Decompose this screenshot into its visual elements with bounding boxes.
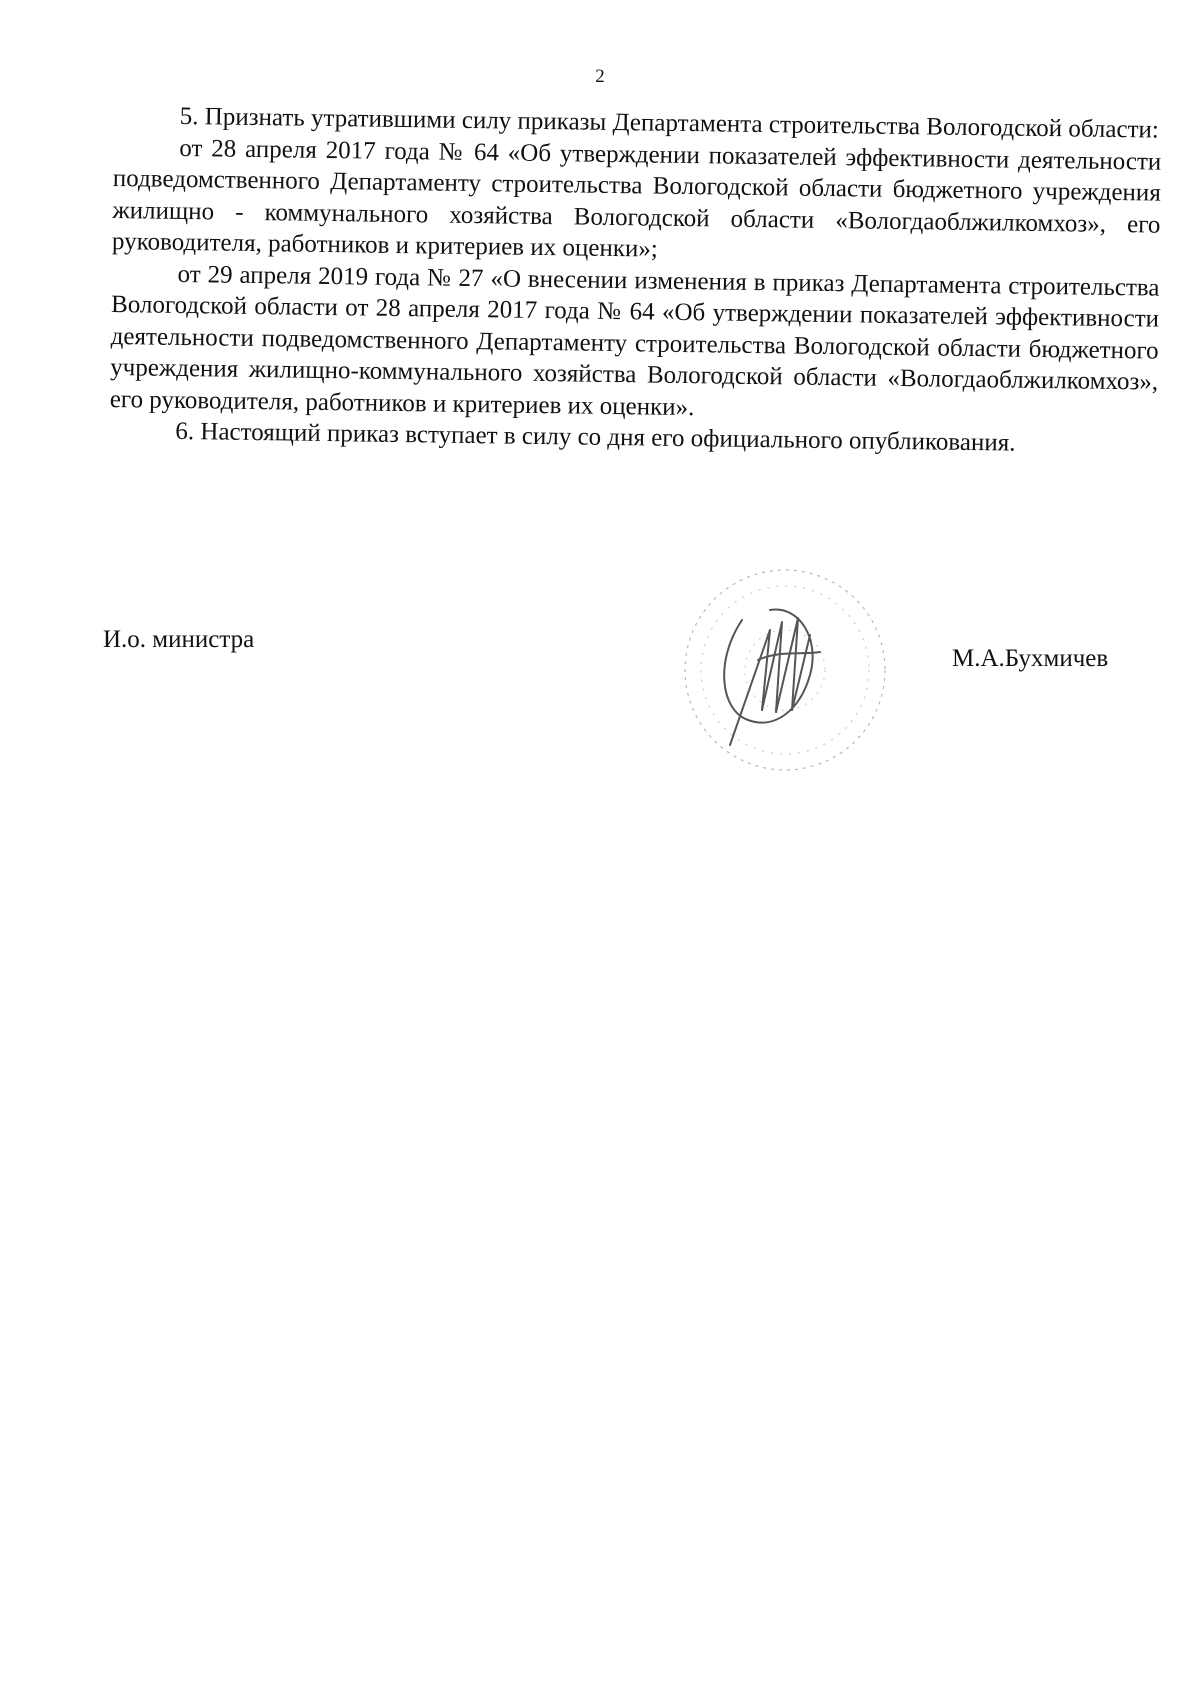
signatory-position: И.о. министра (103, 626, 255, 653)
paragraph-6: 6. Настоящий приказ вступает в силу со дня его официального опубликования. (175, 417, 1016, 457)
paragraph-5: 5. Признать утратившими силу приказы Департамента строительства Вологодской области: (179, 102, 1160, 144)
seal-signature-icon (670, 560, 900, 780)
signatory-name: М.А.Бухмичев (952, 645, 1109, 672)
page-number: 2 (595, 66, 605, 87)
signature-block (0, 560, 1200, 780)
paragraph-order-2019: от 29 апреля 2019 года № 27 «О внесении изменения в приказ Департамента строительства Вологодской области от 28 апреля 2017 года № 64 «Об утверждении показателей эффективности деятельности подведомственного Департаменту строительства Вологодской области бюджетного учреждения жилищно-коммунального хозяйства Вологодской области «Вологдаоблжилкомхоз», его руководителя, работников и критериев их оценки». (109, 260, 1160, 421)
paragraph-order-2017: от 28 апреля 2017 года № 64 «Об утверждении показателей эффективности деятельности подведомственного Департаменту строительства Вологодской области бюджетного учреждения жилищно - коммунального хозяйства Вологодской области «Вологдаоблжилкомхоз», его руководителя, работников и критериев их оценки»; (111, 134, 1162, 263)
document-body (109, 100, 1162, 461)
